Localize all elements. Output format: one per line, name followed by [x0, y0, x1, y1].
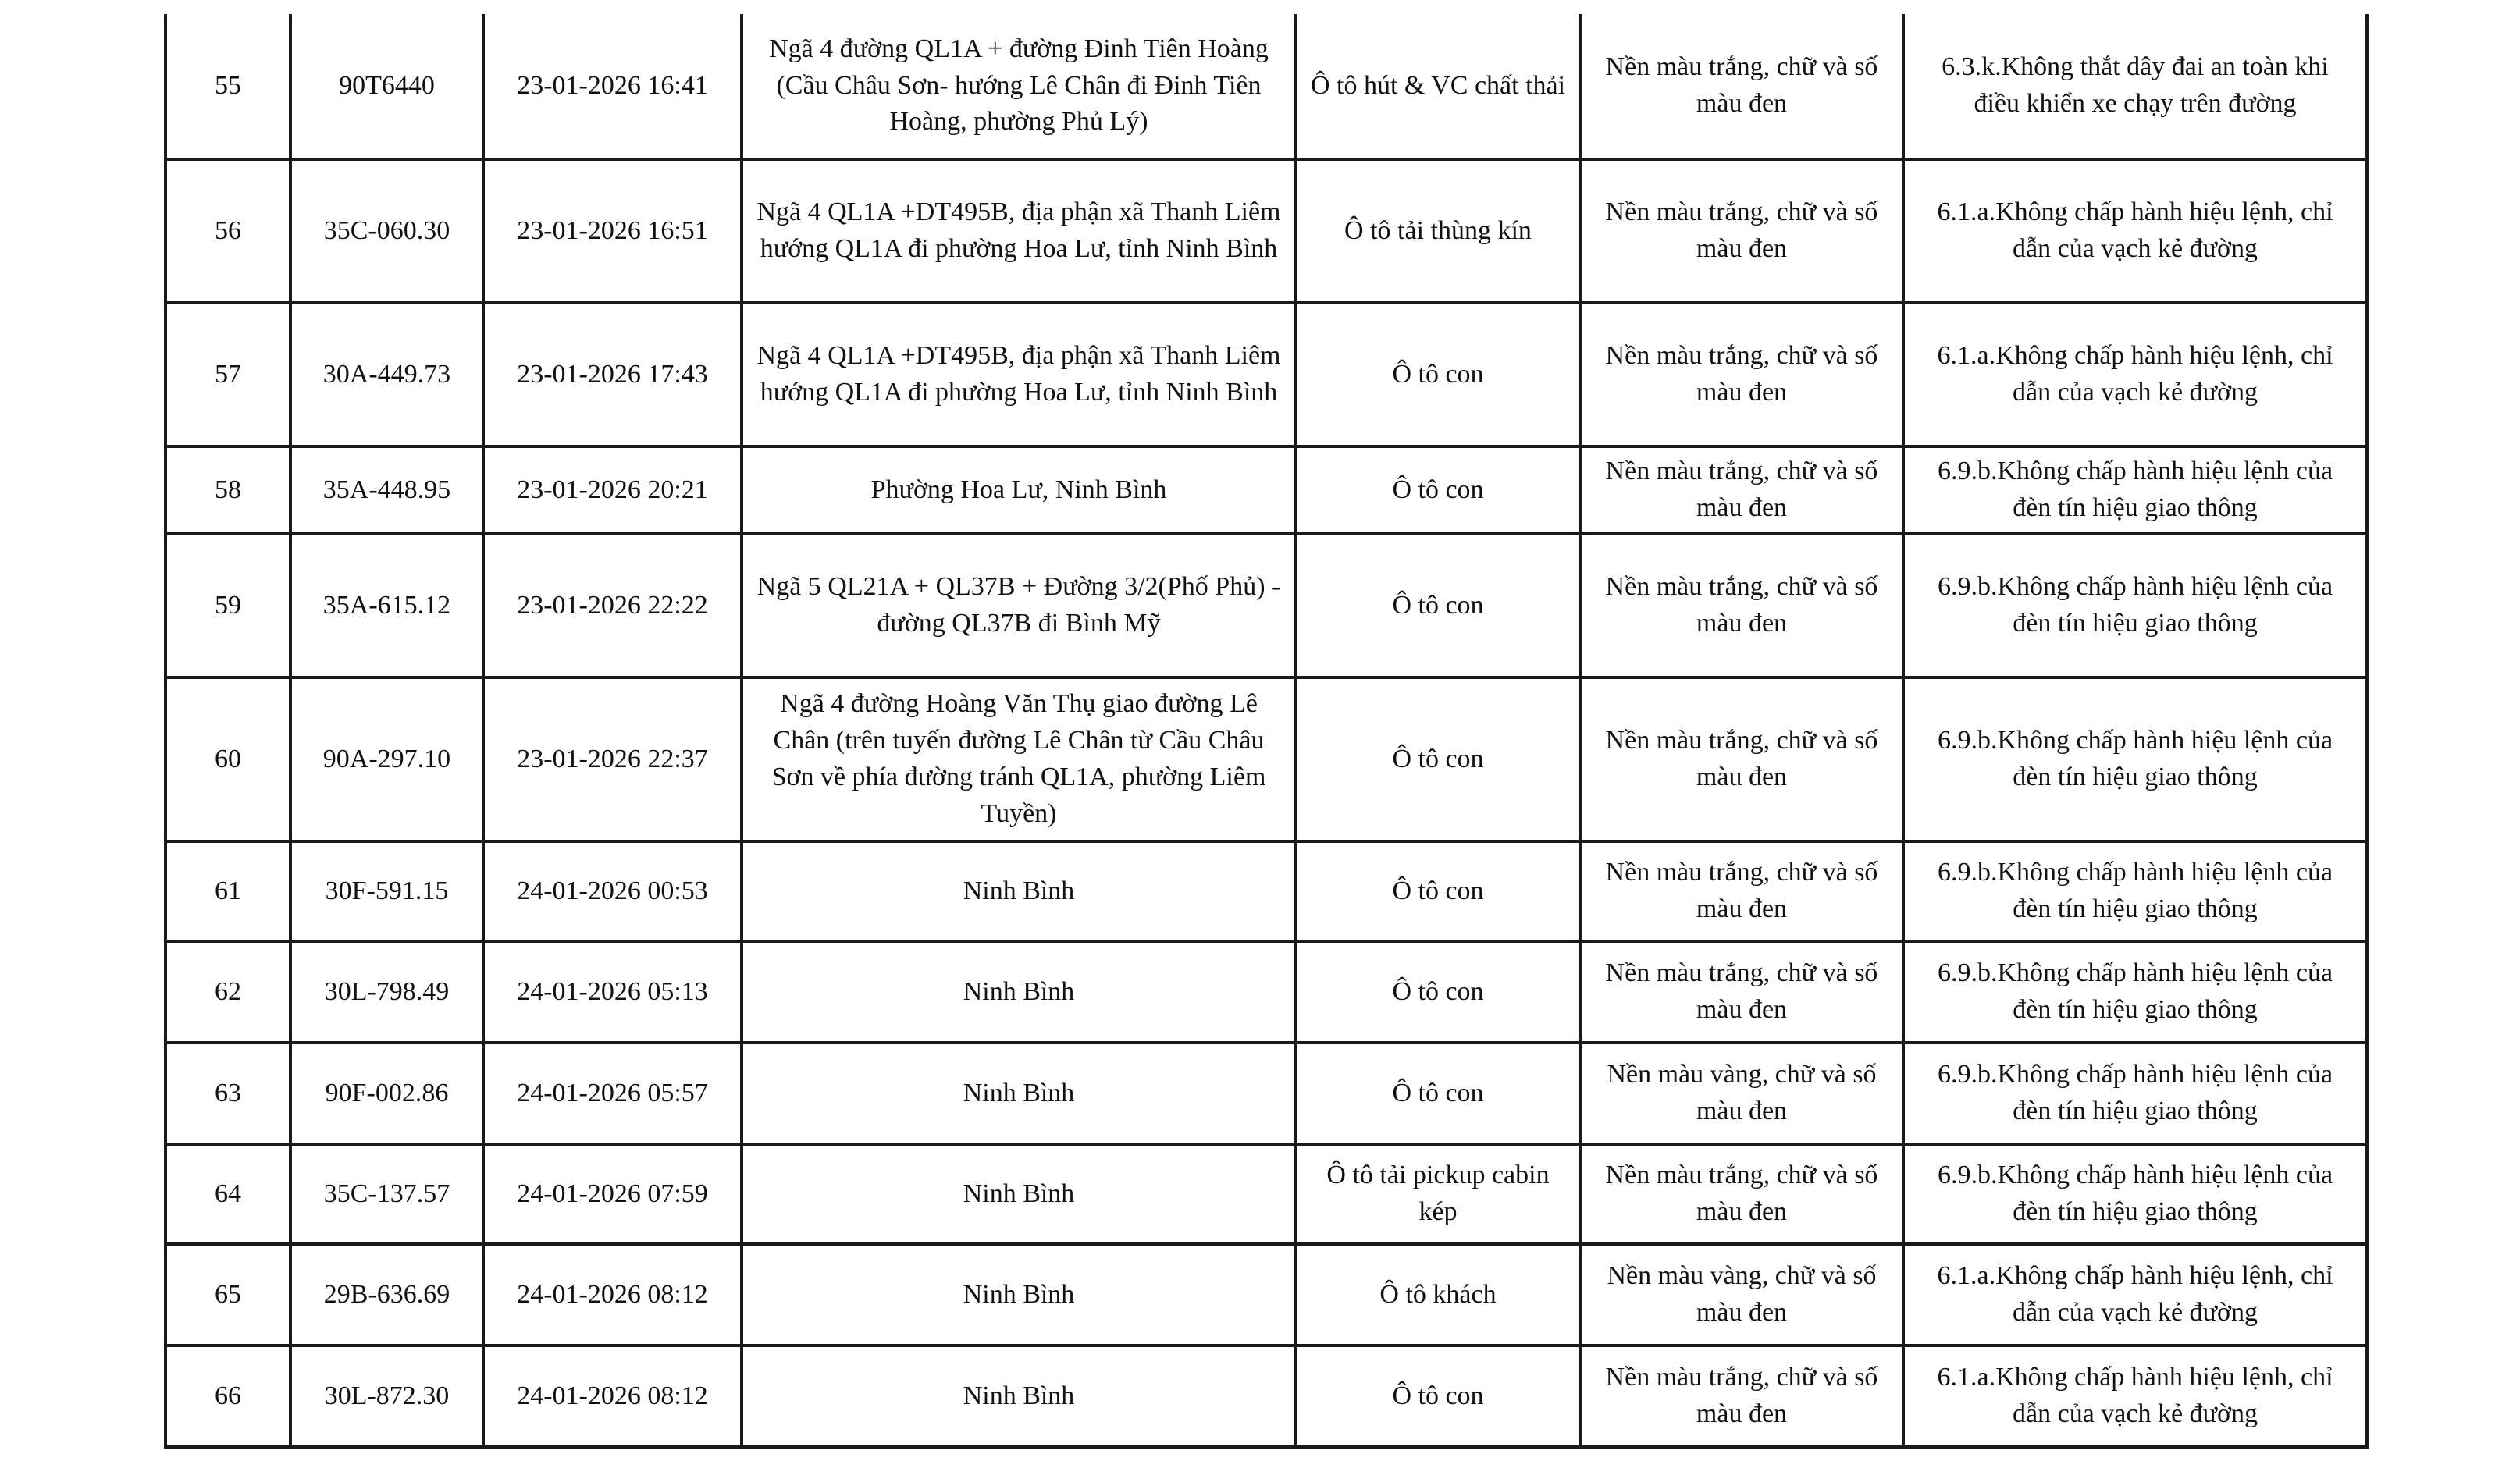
cell-plate-color: Nền màu trắng, chữ và số màu đen	[1580, 14, 1903, 159]
cell-location: Ninh Bình	[742, 1244, 1296, 1345]
cell-time: 24-01-2026 05:13	[483, 941, 742, 1043]
cell-violation: 6.9.b.Không chấp hành hiệu lệnh của đèn tín hiệu giao thông	[1903, 534, 2367, 677]
cell-location: Ninh Bình	[742, 1043, 1296, 1144]
cell-location: Ngã 4 QL1A +DT495B, địa phận xã Thanh Liêm hướng QL1A đi phường Hoa Lư, tỉnh Ninh Bình	[742, 159, 1296, 303]
cell-vehicle: Ô tô con	[1296, 941, 1580, 1043]
cell-time: 24-01-2026 05:57	[483, 1043, 742, 1144]
cell-plate: 35C-060.30	[290, 159, 483, 303]
cell-location: Ninh Bình	[742, 841, 1296, 941]
cell-vehicle: Ô tô con	[1296, 841, 1580, 941]
table-row	[166, 14, 2367, 159]
cell-vehicle: Ô tô tải thùng kín	[1296, 159, 1580, 303]
cell-violation: 6.9.b.Không chấp hành hiệu lệnh của đèn tín hiệu giao thông	[1903, 677, 2367, 841]
cell-stt: 59	[166, 534, 290, 677]
cell-stt: 63	[166, 1043, 290, 1144]
cell-plate: 30L-872.30	[290, 1345, 483, 1447]
cell-violation: 6.1.a.Không chấp hành hiệu lệnh, chỉ dẫn của vạch kẻ đường	[1903, 1345, 2367, 1447]
cell-stt: 58	[166, 446, 290, 534]
table-row	[166, 446, 2367, 534]
cell-plate-color: Nền màu trắng, chữ và số màu đen	[1580, 841, 1903, 941]
cell-plate-color: Nền màu trắng, chữ và số màu đen	[1580, 1144, 1903, 1244]
cell-time: 23-01-2026 20:21	[483, 446, 742, 534]
table-row	[166, 941, 2367, 1043]
cell-violation: 6.1.a.Không chấp hành hiệu lệnh, chỉ dẫn của vạch kẻ đường	[1903, 1244, 2367, 1345]
cell-plate: 35C-137.57	[290, 1144, 483, 1244]
cell-plate-color: Nền màu trắng, chữ và số màu đen	[1580, 1345, 1903, 1447]
cell-plate: 90A-297.10	[290, 677, 483, 841]
cell-time: 24-01-2026 08:12	[483, 1244, 742, 1345]
table-row	[166, 534, 2367, 677]
cell-stt: 65	[166, 1244, 290, 1345]
cell-stt: 61	[166, 841, 290, 941]
cell-time: 23-01-2026 17:43	[483, 303, 742, 446]
cell-plate-color: Nền màu vàng, chữ và số màu đen	[1580, 1244, 1903, 1345]
table-row	[166, 841, 2367, 941]
cell-stt: 60	[166, 677, 290, 841]
cell-time: 23-01-2026 22:37	[483, 677, 742, 841]
cell-time: 23-01-2026 16:51	[483, 159, 742, 303]
cell-plate-color: Nền màu trắng, chữ và số màu đen	[1580, 941, 1903, 1043]
cell-plate: 35A-448.95	[290, 446, 483, 534]
cell-plate: 90F-002.86	[290, 1043, 483, 1144]
cell-stt: 62	[166, 941, 290, 1043]
cell-vehicle: Ô tô hút & VC chất thải	[1296, 14, 1580, 159]
cell-vehicle: Ô tô khách	[1296, 1244, 1580, 1345]
cell-plate-color: Nền màu trắng, chữ và số màu đen	[1580, 159, 1903, 303]
cell-violation: 6.1.a.Không chấp hành hiệu lệnh, chỉ dẫn của vạch kẻ đường	[1903, 159, 2367, 303]
cell-vehicle: Ô tô con	[1296, 303, 1580, 446]
cell-stt: 57	[166, 303, 290, 446]
cell-violation: 6.3.k.Không thắt dây đai an toàn khi điều khiển xe chạy trên đường	[1903, 14, 2367, 159]
cell-location: Ninh Bình	[742, 1144, 1296, 1244]
cell-plate-color: Nền màu trắng, chữ và số màu đen	[1580, 446, 1903, 534]
cell-violation: 6.9.b.Không chấp hành hiệu lệnh của đèn tín hiệu giao thông	[1903, 446, 2367, 534]
cell-time: 23-01-2026 22:22	[483, 534, 742, 677]
violations-table	[164, 14, 2369, 1449]
cell-plate: 30F-591.15	[290, 841, 483, 941]
table-row	[166, 677, 2367, 841]
cell-plate-color: Nền màu trắng, chữ và số màu đen	[1580, 534, 1903, 677]
cell-violation: 6.9.b.Không chấp hành hiệu lệnh của đèn tín hiệu giao thông	[1903, 841, 2367, 941]
cell-vehicle: Ô tô con	[1296, 534, 1580, 677]
cell-time: 23-01-2026 16:41	[483, 14, 742, 159]
cell-plate: 29B-636.69	[290, 1244, 483, 1345]
cell-stt: 56	[166, 159, 290, 303]
cell-location: Ninh Bình	[742, 941, 1296, 1043]
cell-stt: 55	[166, 14, 290, 159]
cell-location: Ngã 4 đường Hoàng Văn Thụ giao đường Lê Chân (trên tuyến đường Lê Chân từ Cầu Châu Sơn về phía đường tránh QL1A, phường Liêm Tuyền)	[742, 677, 1296, 841]
cell-plate-color: Nền màu trắng, chữ và số màu đen	[1580, 677, 1903, 841]
cell-time: 24-01-2026 00:53	[483, 841, 742, 941]
cell-plate-color: Nền màu trắng, chữ và số màu đen	[1580, 303, 1903, 446]
table-row	[166, 1244, 2367, 1345]
cell-violation: 6.9.b.Không chấp hành hiệu lệnh của đèn tín hiệu giao thông	[1903, 941, 2367, 1043]
violations-table-container	[164, 14, 2369, 1449]
cell-plate: 90T6440	[290, 14, 483, 159]
cell-location: Ngã 4 QL1A +DT495B, địa phận xã Thanh Liêm hướng QL1A đi phường Hoa Lư, tỉnh Ninh Bình	[742, 303, 1296, 446]
cell-location: Phường Hoa Lư, Ninh Bình	[742, 446, 1296, 534]
cell-location: Ngã 5 QL21A + QL37B + Đường 3/2(Phố Phủ) - đường QL37B đi Bình Mỹ	[742, 534, 1296, 677]
cell-plate: 35A-615.12	[290, 534, 483, 677]
cell-time: 24-01-2026 08:12	[483, 1345, 742, 1447]
cell-time: 24-01-2026 07:59	[483, 1144, 742, 1244]
cell-location: Ngã 4 đường QL1A + đường Đinh Tiên Hoàng (Cầu Châu Sơn- hướng Lê Chân đi Đinh Tiên Hoàng, phường Phủ Lý)	[742, 14, 1296, 159]
cell-vehicle: Ô tô con	[1296, 1043, 1580, 1144]
cell-vehicle: Ô tô con	[1296, 446, 1580, 534]
table-row	[166, 303, 2367, 446]
cell-plate: 30A-449.73	[290, 303, 483, 446]
cell-violation: 6.1.a.Không chấp hành hiệu lệnh, chỉ dẫn của vạch kẻ đường	[1903, 303, 2367, 446]
cell-vehicle: Ô tô con	[1296, 1345, 1580, 1447]
cell-stt: 64	[166, 1144, 290, 1244]
table-row	[166, 159, 2367, 303]
cell-plate: 30L-798.49	[290, 941, 483, 1043]
cell-vehicle: Ô tô tải pickup cabin kép	[1296, 1144, 1580, 1244]
cell-location: Ninh Bình	[742, 1345, 1296, 1447]
cell-vehicle: Ô tô con	[1296, 677, 1580, 841]
cell-violation: 6.9.b.Không chấp hành hiệu lệnh của đèn tín hiệu giao thông	[1903, 1144, 2367, 1244]
cell-violation: 6.9.b.Không chấp hành hiệu lệnh của đèn tín hiệu giao thông	[1903, 1043, 2367, 1144]
table-row	[166, 1043, 2367, 1144]
cell-stt: 66	[166, 1345, 290, 1447]
table-row	[166, 1345, 2367, 1447]
cell-plate-color: Nền màu vàng, chữ và số màu đen	[1580, 1043, 1903, 1144]
table-row	[166, 1144, 2367, 1244]
